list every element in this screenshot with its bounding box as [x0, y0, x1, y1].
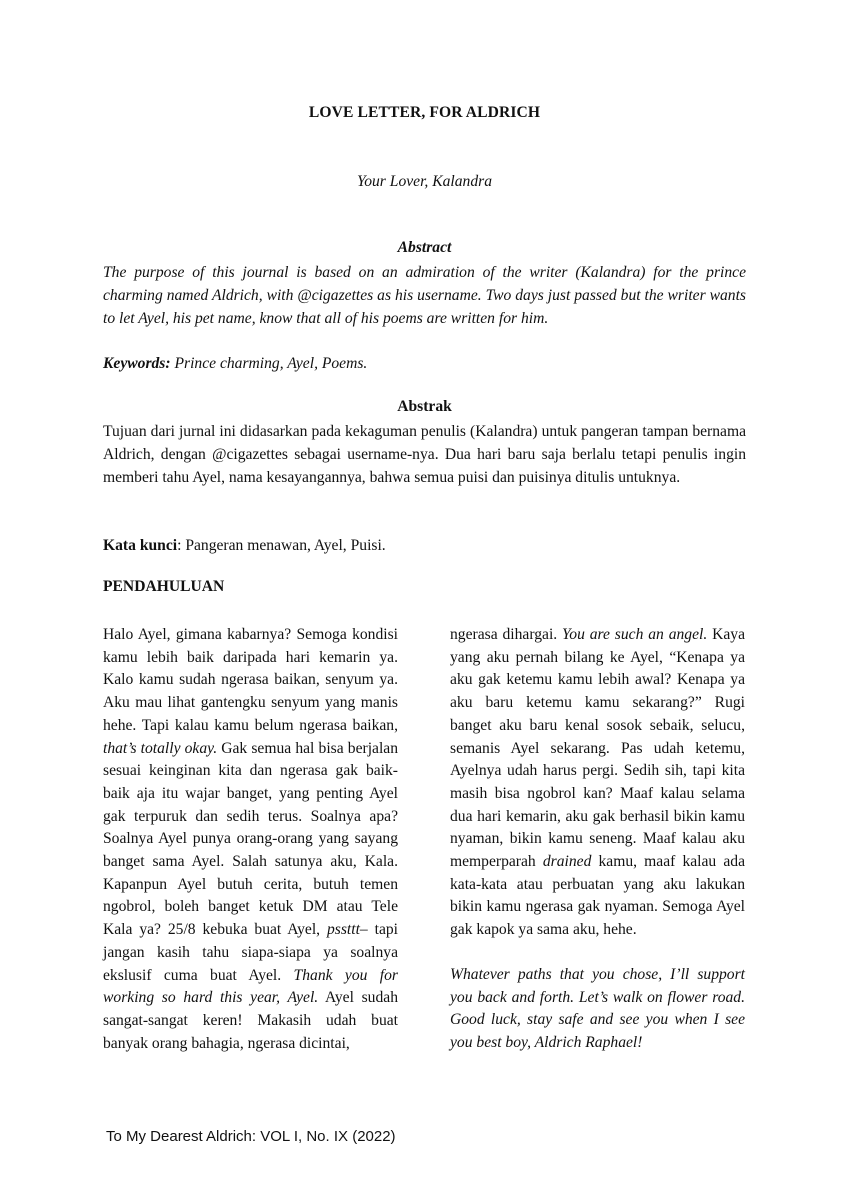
intro-left-text-1: Halo Ayel, gimana kabarnya? Semoga kondisi kamu lebih baik daripada hari kemarin ya. Kalo kamu sudah ngerasa baikan, senyum ya. Aku mau lihat gantengku senyum yang manis hehe. Tapi kalau kamu belum ngerasa baikan, — [103, 626, 398, 734]
closing-paragraph: Whatever paths that you chose, I’ll support you back and forth. Let’s walk on flower road. Good luck, stay safe and see you when I see you best boy, Aldrich Raphael! — [450, 965, 745, 1051]
abstrak-text: Tujuan dari jurnal ini didasarkan pada kekaguman penulis (Kalandra) untuk pangeran tampan bernama Aldrich, dengan @cigazettes sebagai username-nya. Dua hari baru saja berlalu tetapi penulis ingin memberi tahu Ayel, nama kesayangannya, bahwa semua puisi dan puisinya ditulis untuknya. — [103, 423, 746, 487]
intro-column-right — [450, 624, 745, 1055]
kata-kunci-line — [103, 534, 746, 557]
author-line: Your Lover, Kalandra — [356, 173, 493, 190]
journal-footer: To My Dearest Aldrich: VOL I, No. IX (2022) — [106, 1128, 396, 1145]
intro-right-italic-2: drained — [542, 853, 592, 871]
abstract-text: The purpose of this journal is based on an admiration of the writer (Kalandra) for the prince charming named Aldrich, with @cigazettes as his username. Two days just passed but the writer wants to let Ayel, his pet name, know that all of his poems are written for him. — [103, 264, 746, 328]
intro-left-text-3: – tapi jangan kasih tahu siapa-siapa ya soalnya ekslusif cuma buat Ayel. — [103, 921, 398, 984]
kata-kunci-label: Kata kunci — [103, 537, 178, 554]
intro-right-text-1: ngerasa dihargai. — [450, 626, 563, 643]
intro-left-text-4: Ayel sudah sangat-sangat keren! Makasih udah buat banyak orang bahagia, ngerasa dicintai, — [103, 989, 398, 1052]
keywords-value: Prince charming, Ayel, Poems. — [170, 355, 368, 372]
intro-left-italic-3: Thank you for working so hard this year, Ayel. — [103, 966, 398, 1007]
intro-right-text-3: kamu, maaf kalau ada kata-kata atau perbuatan yang aku lakukan bikin kamu ngerasa gak nyaman. Semoga Ayel gak kapok ya sama aku, hehe. — [450, 853, 745, 939]
intro-right-paragraph — [450, 624, 745, 942]
intro-left-italic-2: pssttt — [326, 921, 360, 939]
intro-left-italic-1: that’s totally okay. — [103, 739, 218, 757]
intro-left-paragraph — [103, 624, 398, 1055]
intro-left-text-2: Gak semua hal bisa berjalan sesuai keinginan kita dan ngerasa gak baik-baik aja itu wajar banget, yang penting Ayel gak terpuruk dan sedih terus. Soalnya apa? Soalnya Ayel punya orang-orang yang sayang banget sama Ayel. Salah satunya aku, Kala. Kapanpun Ayel butuh cerita, butuh temen ngobrol, boleh banget ketuk DM atau Tele Kala ya? 25/8 kebuka buat Ayel, — [103, 739, 398, 939]
intro-right-text-2: Kaya yang aku pernah bilang ke Ayel, “Kenapa ya aku gak ketemu kamu lebih awal? Kenapa ya aku baru ketemu kamu sekarang?” Rugi banget aku baru kenal sosok sebaik, selucu, semanis Ayel sekarang. Pas udah ketemu, Ayelnya udah harus pergi. Sedih sih, tapi kita masih bisa ngobrol kan? Maaf kalau selama dua hari kemarin, aku gak berhasil bikin kamu nyaman, bikin kamu seneng. Maaf kalau aku memperparah — [450, 626, 745, 871]
keywords-label: Keywords: — [103, 355, 171, 372]
kata-kunci-value: : Pangeran menawan, Ayel, Puisi. — [177, 537, 386, 554]
document-title: LOVE LETTER, FOR ALDRICH — [308, 104, 541, 121]
pendahuluan-heading: PENDAHULUAN — [103, 578, 225, 595]
intro-column-left — [103, 624, 398, 1055]
intro-right-italic-1: You are such an angel. — [562, 626, 708, 643]
abstract-heading: Abstract — [397, 239, 452, 256]
abstrak-heading: Abstrak — [397, 398, 452, 415]
keywords-line — [103, 352, 746, 375]
